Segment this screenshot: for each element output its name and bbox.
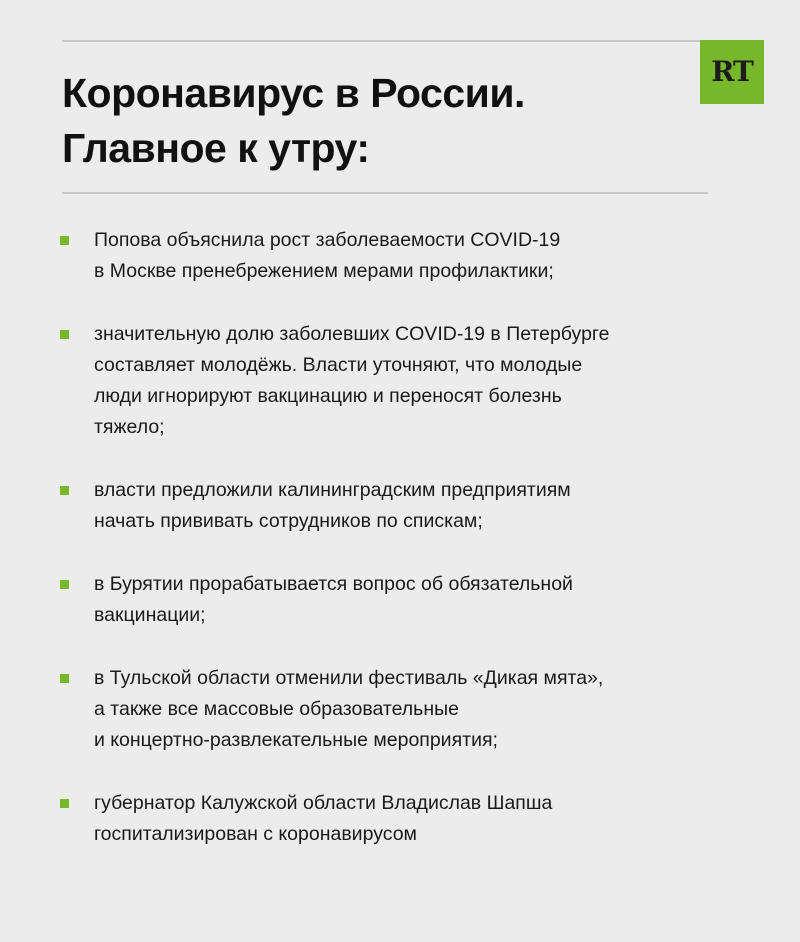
item-text-line: губернатор Калужской области Владислав Шапша xyxy=(94,792,553,814)
news-list xyxy=(60,225,700,882)
list-item xyxy=(60,788,700,850)
list-item xyxy=(60,319,700,443)
square-bullet-icon xyxy=(60,799,69,808)
item-text-line: тяжело; xyxy=(94,416,165,438)
rt-logo-text: RT xyxy=(711,55,753,88)
square-bullet-icon xyxy=(60,330,69,339)
item-text-line: в Москве пренебрежением мерами профилактики; xyxy=(94,260,554,282)
title-divider xyxy=(62,192,708,194)
list-item xyxy=(60,663,700,756)
item-text-line: а также все массовые образовательные xyxy=(94,698,459,720)
page-title xyxy=(62,66,525,176)
list-item xyxy=(60,569,700,631)
top-divider xyxy=(62,40,700,42)
item-text-line: в Тульской области отменили фестиваль «Дикая мята», xyxy=(94,667,604,689)
item-text-line: значительную долю заболевших COVID-19 в Петербурге xyxy=(94,323,610,345)
rt-logo xyxy=(700,40,764,104)
item-text-line: власти предложили калининградским предприятиям xyxy=(94,479,571,501)
item-text-line: вакцинации; xyxy=(94,604,206,626)
square-bullet-icon xyxy=(60,236,69,245)
square-bullet-icon xyxy=(60,486,69,495)
title-line: Главное к утру: xyxy=(62,125,370,171)
item-text-line: люди игнорируют вакцинацию и переносят болезнь xyxy=(94,385,562,407)
item-text-line: составляет молодёжь. Власти уточняют, что молодые xyxy=(94,354,583,376)
item-text-line: в Бурятии прорабатывается вопрос об обязательной xyxy=(94,573,573,595)
item-text-line: и концертно-развлекательные мероприятия; xyxy=(94,729,498,751)
title-line: Коронавирус в России. xyxy=(62,70,525,116)
item-text-line: Попова объяснила рост заболеваемости COVID-19 xyxy=(94,229,561,251)
list-item xyxy=(60,225,700,287)
square-bullet-icon xyxy=(60,580,69,589)
list-item xyxy=(60,475,700,537)
square-bullet-icon xyxy=(60,674,69,683)
item-text-line: начать прививать сотрудников по спискам; xyxy=(94,510,483,532)
item-text-line: госпитализирован с коронавирусом xyxy=(94,823,417,845)
